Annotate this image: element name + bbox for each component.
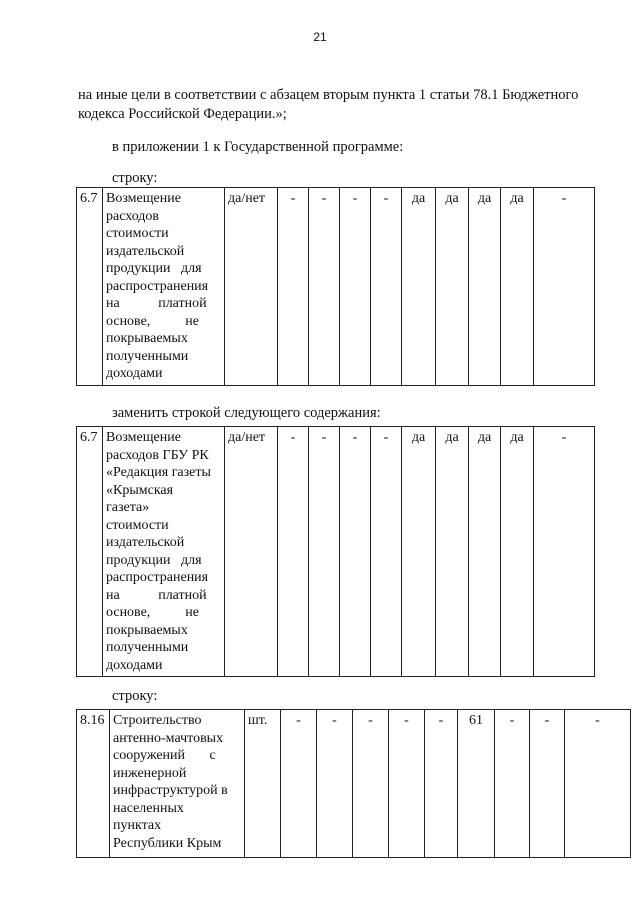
value-cell: -: [309, 188, 340, 386]
value-cell: да: [469, 427, 501, 677]
value-cell: да: [501, 427, 534, 677]
unit-cell: да/нет: [225, 188, 278, 386]
value-cell: -: [530, 710, 565, 858]
value-cell: -: [278, 427, 309, 677]
value-cell: 61: [458, 710, 495, 858]
value-cell: -: [495, 710, 530, 858]
value-cell: -: [340, 427, 371, 677]
row-description: Возмещение расходов ГБУ РК «Редакция газеты «Крымская газета» стоимости издательской продукции для распространения на платной основе, не покрываемых полученными доходами: [103, 427, 225, 677]
row-number: 8.16: [77, 710, 110, 858]
value-cell: -: [425, 710, 458, 858]
value-cell: -: [353, 710, 389, 858]
row-description: Возмещение расходов стоимости издательской продукции для распространения на платной основе, не покрываемых полученными доходами: [103, 188, 225, 386]
value-cell: -: [340, 188, 371, 386]
value-cell: -: [317, 710, 353, 858]
value-cell: -: [371, 188, 402, 386]
value-cell: да: [436, 427, 469, 677]
value-cell: -: [309, 427, 340, 677]
value-cell: -: [281, 710, 317, 858]
value-cell: -: [565, 710, 631, 858]
intro-paragraph: на иные цели в соответствии с абзацем вторым пункта 1 статьи 78.1 Бюджетного кодекса Российской Федерации.»;: [78, 87, 579, 122]
value-cell: да: [469, 188, 501, 386]
row-number: 6.7: [77, 188, 103, 386]
table-row-6-7-new: [76, 426, 595, 677]
value-cell: -: [534, 188, 595, 386]
value-cell: -: [371, 427, 402, 677]
table-row-6-7-old: [76, 187, 595, 386]
row-label-old: строку:: [112, 170, 158, 186]
value-cell: да: [501, 188, 534, 386]
value-cell: да: [436, 188, 469, 386]
unit-cell: шт.: [245, 710, 281, 858]
row-description: Строительство антенно-мачтовых сооружений с инженерной инфраструктурой в населенных пунктах Республики Крым: [110, 710, 245, 858]
value-cell: -: [389, 710, 425, 858]
replace-label: заменить строкой следующего содержания:: [112, 405, 381, 421]
table-row-8-16: [76, 709, 631, 858]
value-cell: да: [402, 427, 436, 677]
value-cell: -: [534, 427, 595, 677]
value-cell: -: [278, 188, 309, 386]
unit-cell: да/нет: [225, 427, 278, 677]
appendix-paragraph: в приложении 1 к Государственной программе:: [112, 139, 404, 155]
row-label-8-16: строку:: [112, 688, 158, 704]
page-number: 21: [313, 30, 327, 44]
row-number: 6.7: [77, 427, 103, 677]
value-cell: да: [402, 188, 436, 386]
